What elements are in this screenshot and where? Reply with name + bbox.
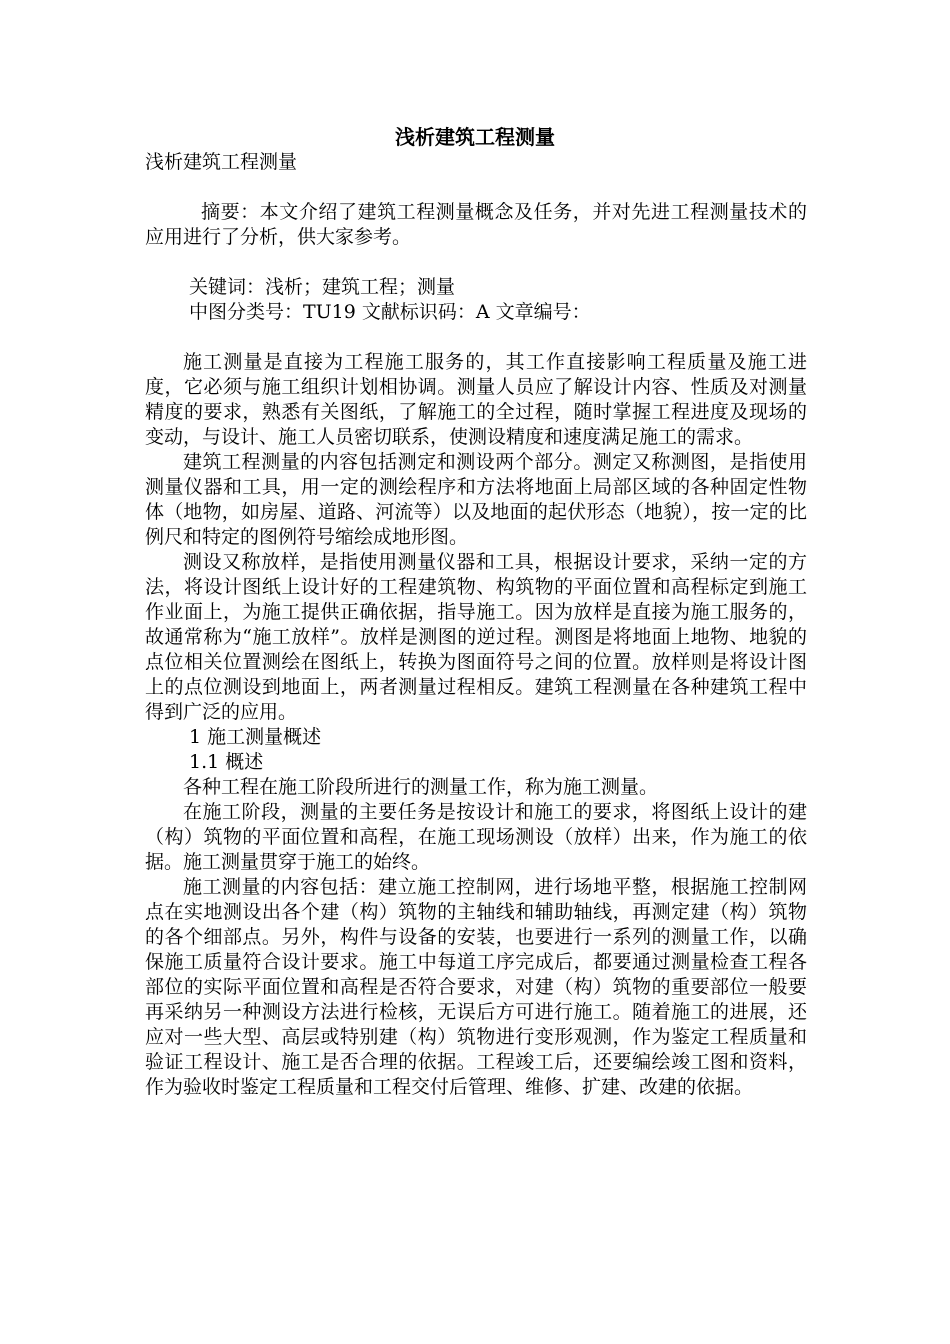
body-paragraph: 施工测量是直接为工程施工服务的，其工作直接影响工程质量及施工进度，它必须与施工组织计划相协调。测量人员应了解设计内容、性质及对测量精度的要求，熟悉有关图纸，了解施工的全过程，随时掌握工程进度及现场的变动，与设计、施工人员密切联系，使测设精度和速度满足施工的需求。: [145, 351, 807, 448]
spacer: [145, 175, 807, 200]
body-paragraph: 建筑工程测量的内容包括测定和测设两个部分。测定又称测图，是指使用测量仪器和工具，用一定的测绘程序和方法将地面上局部区域的各种固定性物体（地物，如房屋、道路、河流等）以及地面的起伏形态（地貌），按一定的比例尺和特定的图例符号缩绘成地形图。: [145, 451, 807, 548]
subsection-heading: 1.1 概述: [189, 751, 264, 773]
keywords: 关键词：浅析；建筑工程；测量: [189, 276, 456, 298]
body-paragraph: 施工测量的内容包括：建立施工控制网，进行场地平整，根据施工控制网点在实地测设出各个建（构）筑物的主轴线和辅助轴线，再测定建（构）筑物的各个细部点。另外，构件与设备的安装，也要进行一系列的测量工作，以确保施工质量符合设计要求。施工中每道工序完成后，都要通过测量检查工程各部位的实际平面位置和高程是否符合要求，对建（构）筑物的重要部位一般要再采纳另一种测设方法进行检核，无误后方可进行施工。随着施工的进展，还应对一些大型、高层或特别建（构）筑物进行变形观测，作为鉴定工程质量和验证工程设计、施工是否合理的依据。工程竣工后，还要编绘竣工图和资料，作为验收时鉴定工程质量和工程交付后管理、维修、扩建、改建的依据。: [145, 876, 807, 1098]
spacer: [145, 325, 807, 350]
document-title: 浅析建筑工程测量: [395, 125, 555, 149]
abstract: 摘要：本文介绍了建筑工程测量概念及任务，并对先进工程测量技术的应用进行了分析，供大家参考。: [145, 201, 807, 248]
body-paragraph: 在施工阶段，测量的主要任务是按设计和施工的要求，将图纸上设计的建（构）筑物的平面位置和高程，在施工现场测设（放样）出来，作为施工的依据。施工测量贯穿于施工的始终。: [145, 801, 807, 873]
body-paragraph: 测设又称放样，是指使用测量仪器和工具，根据设计要求，采纳一定的方法，将设计图纸上设计好的工程建筑物、构筑物的平面位置和高程标定到施工作业面上，为施工提供正确依据，指导施工。因为放样是直接为施工服务的，故通常称为“施工放样”。放样是测图的逆过程。测图是将地面上地物、地貌的点位相关位置测绘在图纸上，转换为图面符号之间的位置。放样则是将设计图上的点位测设到地面上，两者测量过程相反。建筑工程测量在各种建筑工程中得到广泛的应用。: [145, 551, 807, 723]
body-paragraph: 各种工程在施工阶段所进行的测量工作，称为施工测量。: [183, 776, 659, 798]
document-subtitle: 浅析建筑工程测量: [145, 151, 298, 173]
spacer: [145, 250, 807, 275]
classification-line: 中图分类号：TU19 文献标识码：A 文章编号：: [189, 301, 591, 323]
section-heading: 1 施工测量概述: [189, 726, 322, 748]
document-body: [145, 150, 807, 1100]
